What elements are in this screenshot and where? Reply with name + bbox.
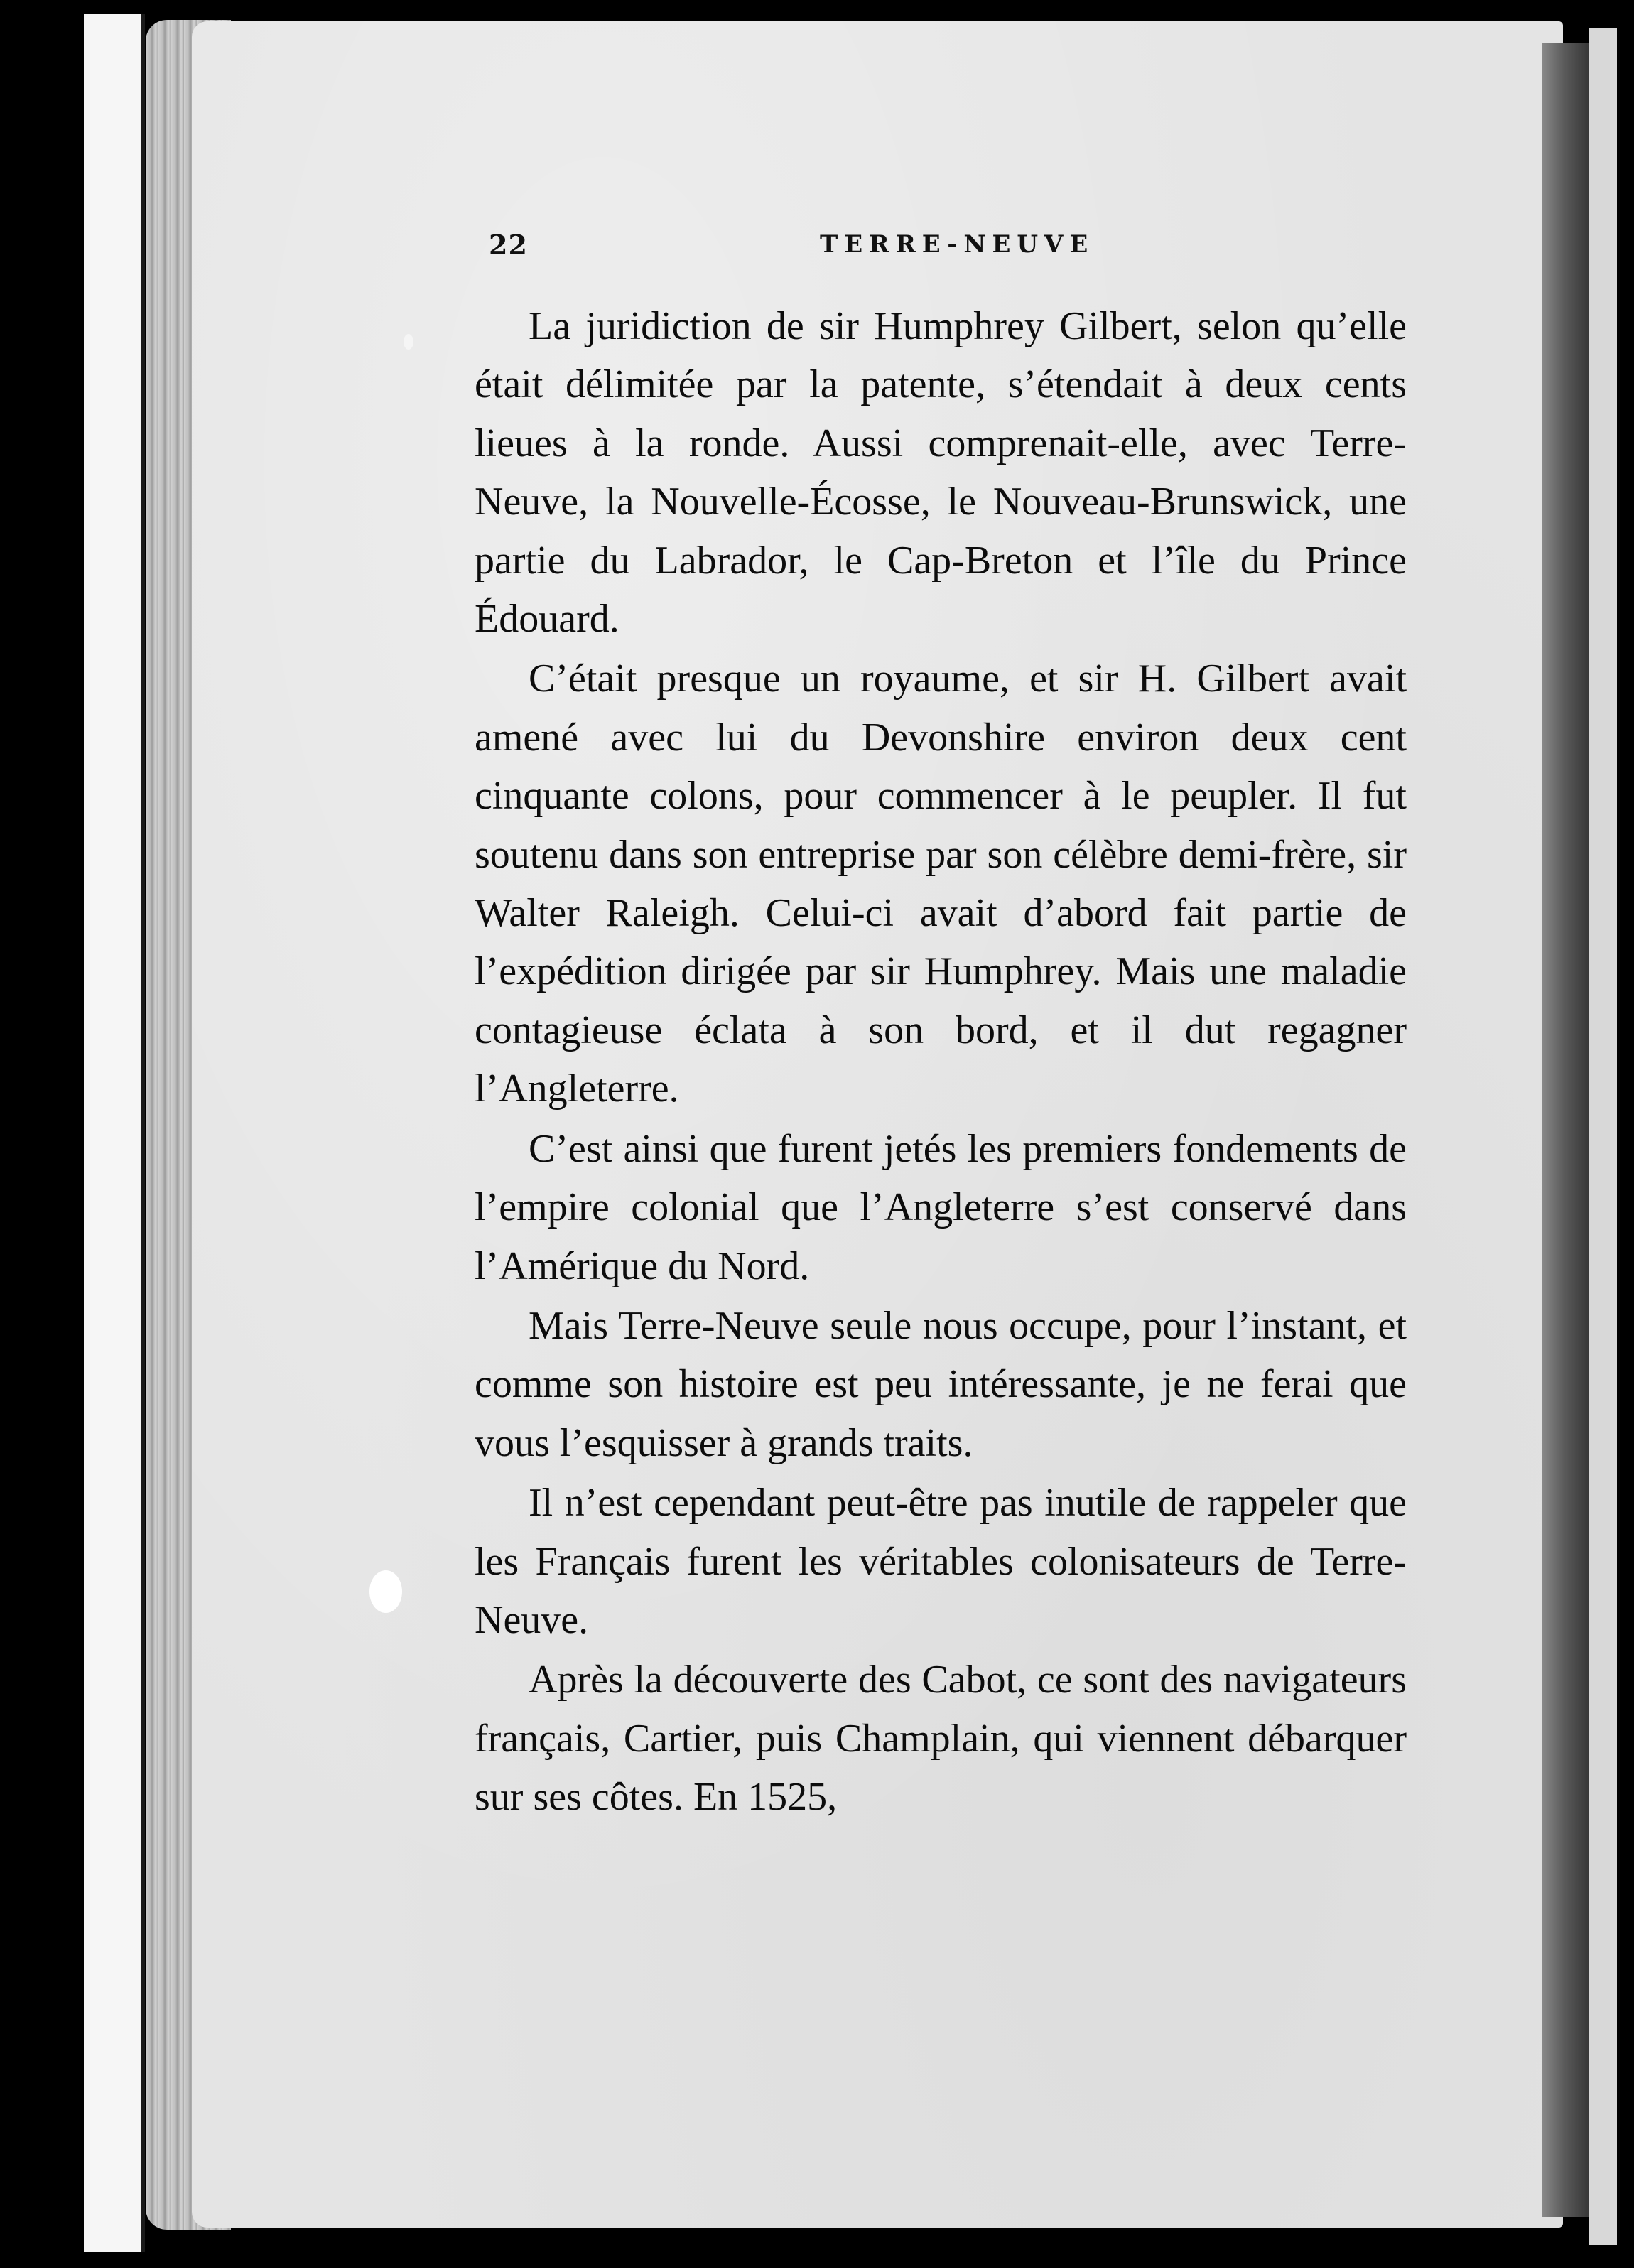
next-page-edge	[1589, 28, 1617, 2245]
paper-speck	[369, 1570, 402, 1613]
paragraph: Mais Terre-Neuve seule nous occupe, pour l’instant, et comme son histoire est peu intéressante, je ne ferai que vous l’esquisser à grands traits.	[475, 1303, 1407, 1465]
adjacent-leaf-edge	[84, 14, 145, 2252]
paragraph: La juridiction de sir Humphrey Gilbert, selon qu’elle était délimitée par la patente, s’étendait à deux cents lieues à la ronde. Aussi comprenait-elle, avec Terre-Neuve, la Nouvelle-Écosse, le Nouveau-Brunswick, une partie du Labrador, le Cap-Breton et l’île du Prince Édouard.	[475, 304, 1407, 642]
running-header	[489, 229, 1100, 271]
running-title: TERRE-NEUVE	[820, 230, 1095, 259]
paragraph: Il n’est cependant peut-être pas inutile de rappeler que les Français furent les véritables colonisateurs de Terre-Neuve.	[475, 1481, 1407, 1642]
page-number: 22	[489, 229, 528, 261]
body-text	[475, 297, 1407, 1827]
paper-speck	[404, 334, 413, 350]
paragraph: Après la découverte des Cabot, ce sont des navigateurs français, Cartier, puis Champlain, qui viennent débarquer sur ses côtes. En 1525,	[475, 1658, 1407, 1820]
paragraph: C’est ainsi que furent jetés les premiers fondements de l’empire colonial que l’Angleterre s’est conservé dans l’Amérique du Nord.	[475, 1126, 1407, 1288]
paragraph: C’était presque un royaume, et sir H. Gilbert avait amené avec lui du Devonshire environ deux cent cinquante colons, pour commencer à le peupler. Il fut soutenu dans son entreprise par son célèbre demi-frère, sir Walter Raleigh. Celui-ci avait d’abord fait partie de l’expédition dirigée par sir Humphrey. Mais une maladie contagieuse éclata à son bord, et il dut regagner l’Angleterre.	[475, 657, 1407, 1111]
